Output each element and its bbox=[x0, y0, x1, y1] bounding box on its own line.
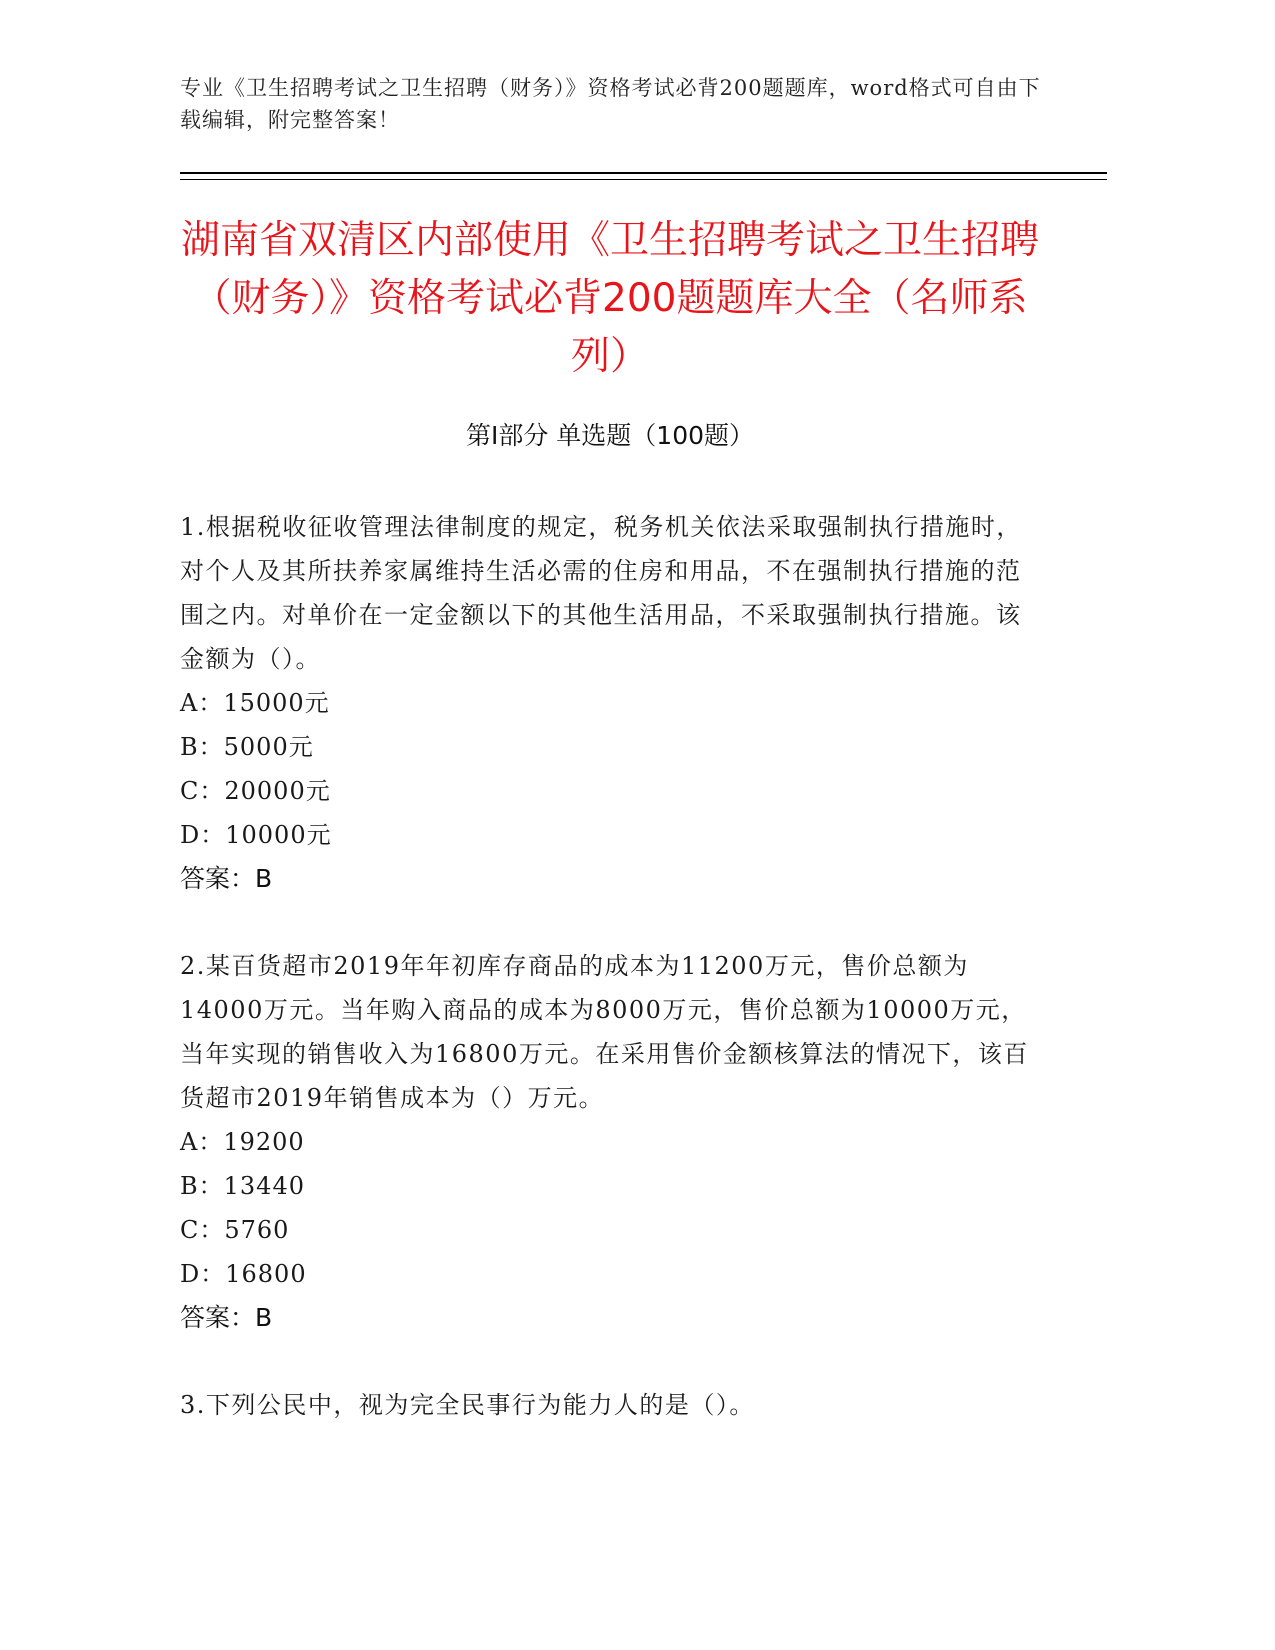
question-2 bbox=[180, 944, 1030, 1340]
option-d: D：10000元 bbox=[180, 821, 332, 849]
question-spacer bbox=[180, 901, 1030, 944]
option-a: A：19200 bbox=[180, 1128, 305, 1156]
section-heading: 第I部分 单选题（100题） bbox=[465, 421, 755, 450]
question-list bbox=[180, 505, 1030, 1427]
answer-line: 答案：B bbox=[180, 864, 273, 893]
question-spacer bbox=[180, 1340, 1030, 1383]
question-text: 1.根据税收征收管理法律制度的规定，税务机关依法采取强制执行措施时，对个人及其所扶养家属维持生活必需的住房和用品，不在强制执行措施的范围之内。对单价在一定金额以下的其他生活用品，不采取强制执行措施。该金额为（）。 bbox=[180, 513, 1022, 673]
option-c: C：20000元 bbox=[180, 777, 331, 805]
answer-line: 答案：B bbox=[180, 1303, 273, 1332]
header-divider-thin bbox=[180, 179, 1107, 180]
option-b: B：5000元 bbox=[180, 733, 314, 761]
option-d: D：16800 bbox=[180, 1260, 307, 1288]
header-divider-thick bbox=[180, 172, 1107, 174]
header-note: 专业《卫生招聘考试之卫生招聘（财务）》资格考试必背200题题库，word格式可自由下载编辑，附完整答案！ bbox=[180, 76, 1041, 132]
question-1 bbox=[180, 505, 1030, 901]
document-title: 湖南省双清区内部使用《卫生招聘考试之卫生招聘（财务）》资格考试必背200题题库大全（名师系列） bbox=[180, 218, 1039, 379]
question-text: 3.下列公民中，视为完全民事行为能力人的是（）。 bbox=[180, 1391, 755, 1419]
option-b: B：13440 bbox=[180, 1172, 305, 1200]
question-text: 2.某百货超市2019年年初库存商品的成本为11200万元，售价总额为14000万元。当年购入商品的成本为8000万元，售价总额为10000万元，当年实现的销售收入为16800万元。在采用售价金额核算法的情况下，该百货超市2019年销售成本为（）万元。 bbox=[180, 952, 1029, 1112]
option-c: C：5760 bbox=[180, 1216, 290, 1244]
question-3 bbox=[180, 1383, 1030, 1427]
option-a: A：15000元 bbox=[180, 689, 330, 717]
